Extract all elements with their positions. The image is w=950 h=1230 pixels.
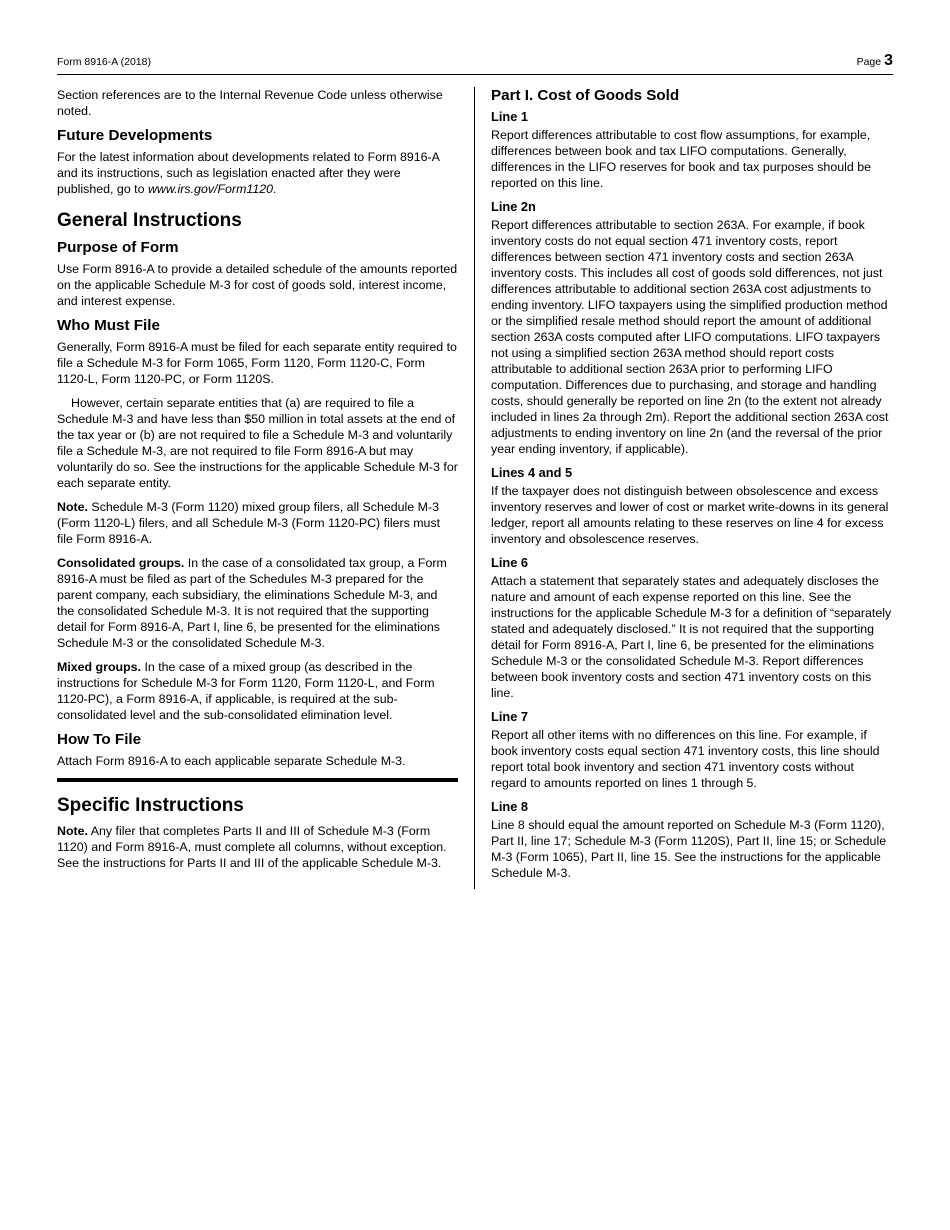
section-divider-bar [57,778,458,782]
page-label: Page [856,56,882,68]
line-2n-paragraph: Report differences attributable to section 263A. For example, if book inventory costs do not equal section 471 inventory costs, report differences between section 471 inventory costs and section 263A inventory costs. This includes all cost of goods sold differences, not just differences attributable to additional section 263A cost adjustments to ending inventory. LIFO taxpayers using the simplified production method or the simplified resale method should report the amount of additional section 263A costs computed after LIFO computations. LIFO taxpayers not using a simplified section 263A method should report costs attributable to additional section 263A prior to performing LIFO computation. Differences due to purchasing, and storage and handling costs, should generally be reported on line 2n (to the extent not already included in lines 2a through 2m). Report the additional section 263A cost adjustments to ending inventory on line 2n (and the reversal of the prior year ending inventory, if applicable). [491,218,889,456]
heading-line-1: Line 1 [491,109,528,124]
header-rule [57,74,893,75]
heading-lines-4-and-5: Lines 4 and 5 [491,465,573,480]
future-developments-paragraph [57,149,458,197]
heading-how-to-file: How To File [57,731,142,748]
page-indicator [857,52,893,70]
line-6-paragraph: Attach a statement that separately states and adequately discloses the nature and amount of each expense reported on this line. See the instructions for the applicable Schedule M-3 for a definition of “separately stated and adequately disclosed.” It is not required that the supporting detail for Form 8916-A, Part I, line 6, be presented for the eliminations Schedule M-3 or the consolidated Schedule M-3. Report differences between book inventory costs and section 471 inventory costs on this line. [491,574,892,700]
section-references-note: Section references are to the Internal Revenue Code unless otherwise noted. [57,88,443,118]
heading-purpose-of-form: Purpose of Form [57,239,179,256]
consolidated-groups-paragraph [57,555,458,651]
note-text: Schedule M-3 (Form 1120) mixed group filers, all Schedule M-3 (Form 1120-L) filers, and all Schedule M-3 (Form 1120-PC) filers must file Form 8916-A. [57,500,441,546]
who-must-file-paragraph-1: Generally, Form 8916-A must be filed for each separate entity required to file a Schedule M-3 for Form 1065, Form 1120, Form 1120-C, Form 1120-L, Form 1120-PC, or Form 1120S. [57,340,457,386]
future-developments-text-before: For the latest information about developments related to Form 8916-A and its instructions, such as legislation enacted after they were published, go to [57,150,440,196]
heading-part-1-cost-of-goods-sold: Part I. Cost of Goods Sold [491,87,680,104]
note-lead: Note. [57,500,88,514]
who-must-file-note [57,499,458,547]
line-1-paragraph: Report differences attributable to cost flow assumptions, for example, differences between book and tax LIFO computations. Generally, differences in the LIFO reserves for book and tax purposes should be reported on this line. [491,128,871,190]
line-8-paragraph: Line 8 should equal the amount reported on Schedule M-3 (Form 1120), Part II, line 17; Schedule M-3 (Form 1120S), Part II, line 15; or Schedule M-3 (Form 1065), Part II, line 15. See the instructions for the applicable Schedule M-3. [491,818,887,880]
line-7-paragraph: Report all other items with no differences on this line. For example, if book inventory costs equal section 471 inventory costs, this line should report total book inventory and section 471 inventory costs without regard to amounts reported on lines 1 through 5. [491,728,880,790]
left-column [57,87,458,889]
form-id: Form 8916-A (2018) [57,56,151,68]
two-column-layout [57,87,893,889]
heading-future-developments: Future Developments [57,127,213,144]
note-lead: Note. [57,824,88,838]
heading-who-must-file: Who Must File [57,317,160,334]
consolidated-groups-lead: Consolidated groups. [57,556,185,570]
lines-4-and-5-paragraph: If the taxpayer does not distinguish between obsolescence and excess inventory reserves and lower of cost or market write-downs in its general ledger, report all amounts relating to these reserves on line 4 for excess inventory and obsolescence reserves. [491,484,889,546]
mixed-groups-paragraph [57,659,458,723]
how-to-file-paragraph: Attach Form 8916-A to each applicable separate Schedule M-3. [57,754,406,768]
heading-line-7: Line 7 [491,709,528,724]
heading-general-instructions: General Instructions [57,210,242,231]
purpose-of-form-paragraph: Use Form 8916-A to provide a detailed schedule of the amounts reported on the applicable Schedule M-3 for cost of goods sold, interest income, and interest expense. [57,262,458,308]
consolidated-groups-text: In the case of a consolidated tax group, a Form 8916-A must be filed as part of the Schedules M-3 prepared for the parent company, each subsidiary, the eliminations Schedule M-3, and the consolidated Schedule M-3. It is not required that the supporting detail for Form 8916-A, Part I, line 6, be presented for the eliminations Schedule M-3 or the consolidated Schedule M-3. [57,556,447,650]
future-developments-text-after: . [273,182,277,196]
heading-line-2n: Line 2n [491,199,536,214]
heading-specific-instructions: Specific Instructions [57,795,244,816]
heading-line-6: Line 6 [491,555,528,570]
who-must-file-paragraph-2: However, certain separate entities that (a) are required to file a Schedule M-3 and have less than $50 million in total assets at the end of the tax year or (b) are not required to file a Schedule M-3 and voluntarily file a Schedule M-3, are not required to file Form 8916-A but may voluntarily do so. See the instructions for the applicable Schedule M-3 for each separate entity. [57,396,458,490]
page-header [57,52,893,70]
mixed-groups-text: In the case of a mixed group (as described in the instructions for Schedule M-3 for Form 1120, Form 1120-L, and Form 1120-PC), a Form 8916-A, if applicable, is required at the sub-consolidated level and the sub-consolidated elimination level. [57,660,435,722]
mixed-groups-lead: Mixed groups. [57,660,141,674]
heading-line-8: Line 8 [491,799,528,814]
specific-instructions-note [57,823,458,871]
right-column [491,87,893,889]
column-divider [474,87,475,889]
irs-url-link[interactable]: www.irs.gov/Form1120 [147,182,274,196]
note-text: Any filer that completes Parts II and III of Schedule M-3 (Form 1120) and Form 8916-A, must complete all columns, without exception. See the instructions for Parts II and III of the applicable Schedule M-3. [57,824,447,870]
page-number-value: 3 [884,52,893,69]
